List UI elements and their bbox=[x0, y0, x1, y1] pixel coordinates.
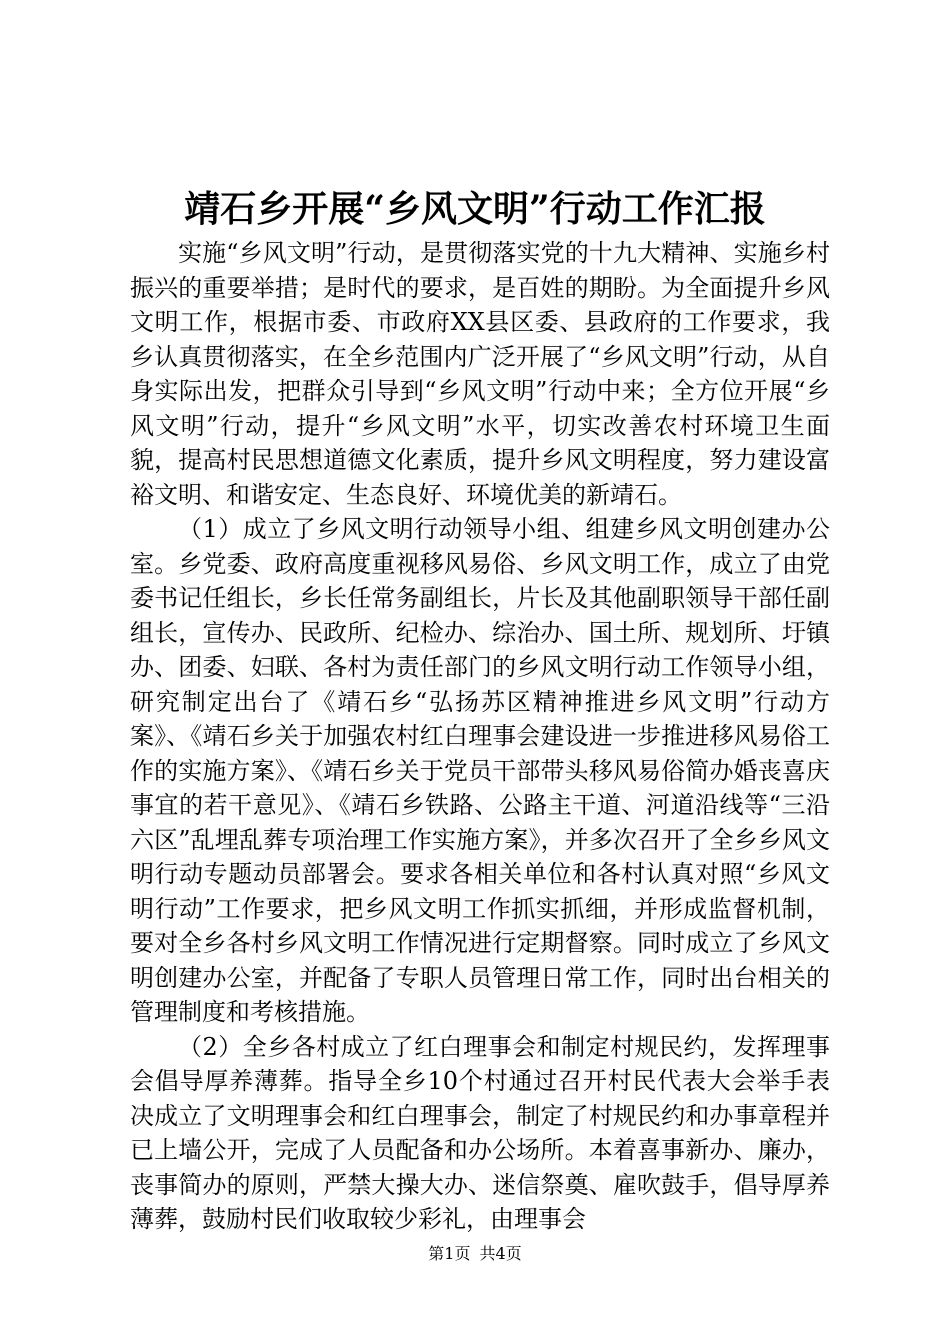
page-footer bbox=[0, 1243, 950, 1265]
paragraph-intro: 实施“乡风文明”行动，是贯彻落实党的十九大精神、实施乡村振兴的重要举措；是时代的要求，是百姓的期盼。为全面提升乡风文明工作，根据市委、市政府XX县区委、县政府的工作要求，我乡认真贯彻落实，在全乡范围内广泛开展了“乡风文明”行动，从自身实际出发，把群众引导到“乡风文明”行动中来；全方位开展“乡风文明”行动，提升“乡风文明”水平，切实改善农村环境卫生面貌，提高村民思想道德文化素质，提升乡风文明程度，努力建设富裕文明、和谐安定、生态良好、环境优美的新靖石。 bbox=[130, 239, 830, 509]
paragraph-section-1: （1）成立了乡风文明行动领导小组、组建乡风文明创建办公室。乡党委、政府高度重视移风易俗、乡风文明工作，成立了由党委书记任组长，乡长任常务副组长，片长及其他副职领导干部任副组长，宣传办、民政所、纪检办、综治办、国土所、规划所、圩镇办、团委、妇联、各村为责任部门的乡风文明行动工作领导小组，研究制定出台了《靖石乡“弘扬苏区精神推进乡风文明”行动方案》、《靖石乡关于加强农村红白理事会建设进一步推进移风易俗工作的实施方案》、《靖石乡关于党员干部带头移风易俗简办婚丧喜庆事宜的若干意见》、《靖石乡铁路、公路主干道、河道沿线等“三沿六区”乱埋乱葬专项治理工作实施方案》，并多次召开了全乡乡风文明行动专题动员部署会。要求各相关单位和各村认真对照“乡风文明行动”工作要求，把乡风文明工作抓实抓细，并形成监督机制，要对全乡各村乡风文明工作情况进行定期督察。同时成立了乡风文明创建办公室，并配备了专职人员管理日常工作，同时出台相关的管理制度和考核措施。 bbox=[130, 515, 830, 1026]
page-total: 共4页 bbox=[479, 1244, 522, 1263]
document-title: 靖石乡开展“乡风文明”行动工作汇报 bbox=[184, 188, 766, 230]
page-number: 第1页 bbox=[428, 1244, 471, 1263]
paragraph-section-2: （2）全乡各村成立了红白理事会和制定村规民约，发挥理事会倡导厚养薄葬。指导全乡10个村通过召开村民代表大会举手表决成立了文明理事会和红白理事会，制定了村规民约和办事章程并已上墙公开，完成了人员配备和办公场所。本着喜事新办、廉办，丧事简办的原则，严禁大操大办、迷信祭奠、雇吹鼓手，倡导厚养薄葬，鼓励村民们收取较少彩礼，由理事会 bbox=[130, 1032, 830, 1233]
document-body bbox=[130, 236, 830, 1237]
